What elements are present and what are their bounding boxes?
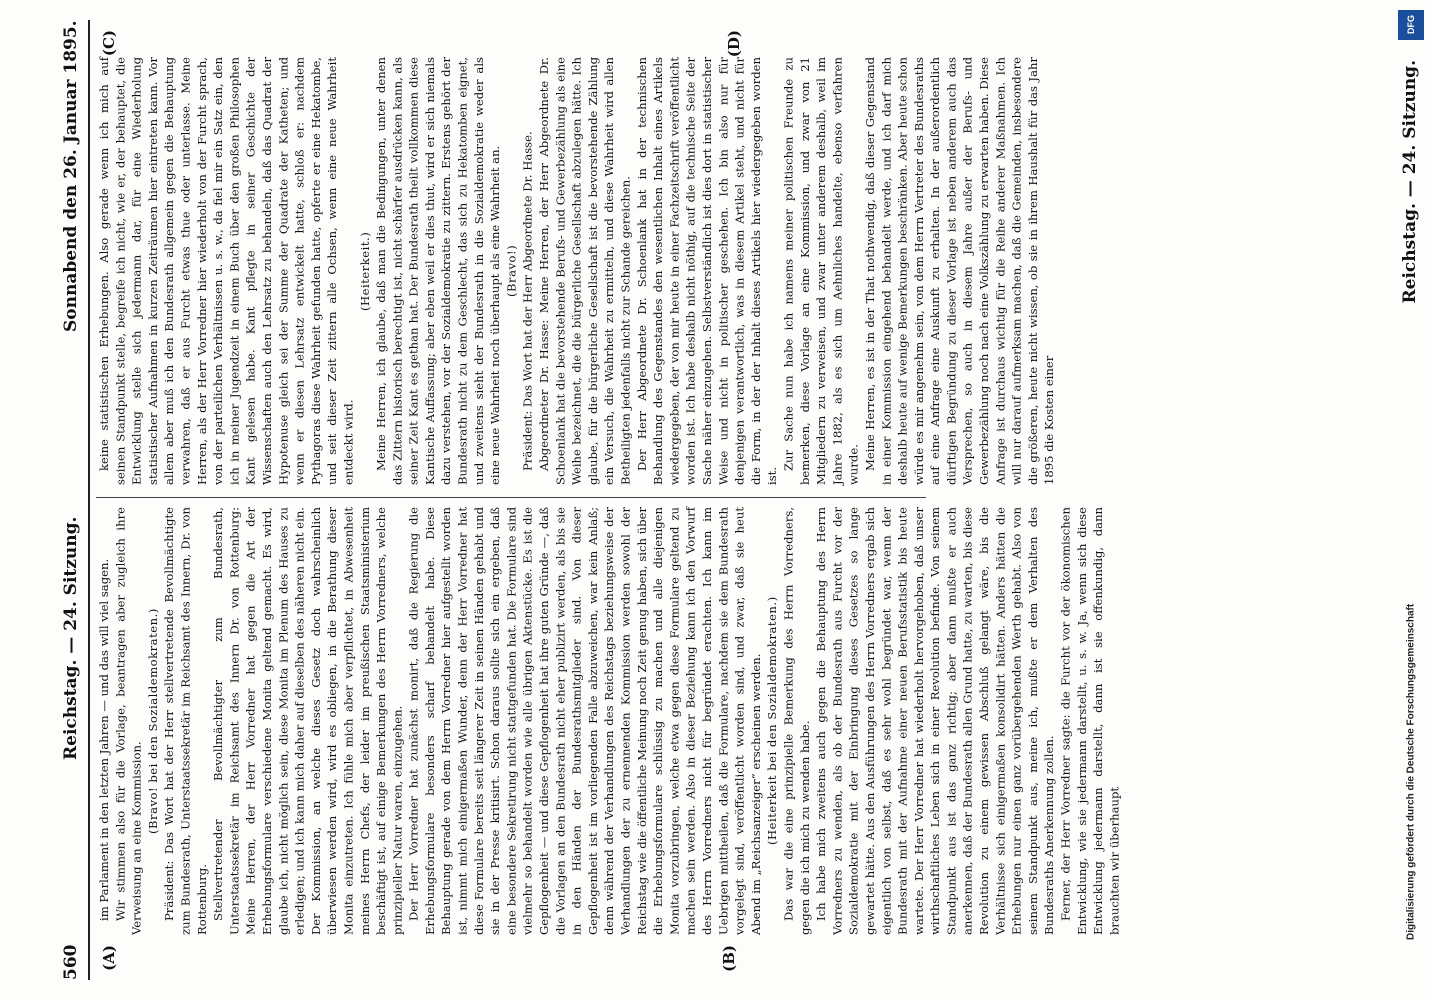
column-left-body xyxy=(96,505,1123,935)
margin-mark-a: (A) xyxy=(100,945,118,971)
paragraph: Meine Herren, ich glaube, daß man die Bedingungen, unter denen das Zittern historisch berechtigt ist, nicht schärfer ausdrücken kann, als seiner Zeit Kant es gethan hat. Der Bundesrath theilt vollkommen diese Kantische Auffassung; aber eben weil er dies thut, wird er sich niemals dazu verstehen, vor der Sozialdemokratie zu zittern. Erstens gehört der Bundesrath nicht zu dem Geschlecht, das sich zu Hekatomben eignet, und zweitens sieht der Bundesrath in die Sozialdemokratie weder als eine neue Wahrheit noch überhaupt als eine Wahrheit an. xyxy=(374,56,503,485)
column-divider xyxy=(96,497,926,498)
dfg-logo: DFG xyxy=(1398,10,1424,40)
paragraph: (Bravo!) xyxy=(504,244,519,298)
paragraph: im Parlament in den letzten Jahren — und das will viel sagen. xyxy=(97,558,111,921)
paragraph: Der Herr Abgeordnete Dr. Schoenlank hat in der technischen Behandlung des Gegenstandes den wesentlichen Inhalt eines Artikels wiedergegeben, der von mir heute in einer Fachzeitschrift veröffentlicht worden ist. Ich habe deshalb nicht nöthig, auf die technische Seite der Sache näher einzugehen. Selbstverständlich ist dies dort in statistischer Weise und nicht in politischer geschehen. Ich bin also nur für denjenigen verantwortlich, was in diesem Artikel steht, und nicht für die Form, in der der Inhalt dieses Artikels hier wiedergegeben worden ist. xyxy=(634,57,780,485)
paragraph: Abgeordneter Dr. Hasse: Meine Herren, der Herr Abgeordnete Dr. Schoenlank hat die bevorstehende Berufs- und Gewerbezählung als eine Weihe bezeichnet, die die bürgerliche Gesellschaft abzulegen hätte. Ich glaube, für die bürgerliche Gesellschaft ist die bevorstehende Zählung ein Versuch, die Wahrheit zu ermitteln, und diese Wahrheit wird allen Betheiligten jedenfalls nicht zur Schande gereichen. xyxy=(537,57,633,485)
digitization-credit xyxy=(1396,0,1426,1000)
paragraph: keine statistischen Erhebungen. Also gerade wenn ich mich auf seinen Standpunkt stelle, begreife ich nicht, wie er, der behauptet, die Entwicklung stelle sich jedermann dar, für eine Wiederholung statistischer Aufnahmen in kurzen Zeiträumen hier eintreten kann. Vor allem aber muß ich den Bundesrath allgemein gegen die Behauptung verwahren, daß er aus Furcht etwas thue oder unterlasse. Meine Herren, als der Herr Vorredner hier wiederholt von der Furcht sprach, von der parteilichen Verhältnissen u. s. w., da fiel mir ein Satz ein, den ich in meiner Jugendzeit in einem Buch über den großen Philosophen Kant gelesen habe. Kant pflegte in seiner Geschichte der Wissenschaften auch den Lehrsatz zu behandeln, daß das Quadrat der Hypotenuse gleich sei der Summe der Quadrate der Katheten; und wenn er diesen Lehrsatz entwickelt hatte, schloß er: nachdem Pythagoras diese Wahrheit gefunden hatte, opferte er eine Hekatombe, und seit dieser Zeit zittern alle Ochsen, wenn eine neue Wahrheit entdeckt wird. xyxy=(97,57,356,485)
header-rule xyxy=(88,20,90,980)
paragraph: Zur Sache nun habe ich namens meiner politischen Freunde zu bemerken, diese Vorlage an eine Kommission, und zwar von 21 Mitgliedern zu verweisen, und zwar unter anderem deshalb, weil im Jahre 1882, als es sich um Aehnliches handelte, ebenso verfahren wurde. xyxy=(781,57,861,485)
running-header xyxy=(58,20,84,980)
header-left: Reichstag. — 24. Sitzung. xyxy=(1400,60,1420,304)
margin-mark-c: (C) xyxy=(100,30,118,57)
paragraph: (Heiterkeit bei den Sozialdemokraten.) xyxy=(765,596,780,846)
paragraph: Ferner, der Herr Vorredner sagte: die Furcht vor der ökonomischen Entwicklung, wie sie jedermann darstellt, u. s. w. Ja, wenn sich diese Entwicklung jedermann darstellt, dann ist sie offenkundig, dann brauchten wir überhaupt xyxy=(1058,507,1122,935)
paragraph: Der Herr Vorredner hat zunächst monirt, daß die Regierung die Erhebungsformulare besonders scharf behandelt habe. Diese Behauptung gerade von dem Herrn Vorredner hier aufgestellt worden ist, nimmt mich einigermaßen Wunder, denn der Herr Vorredner hat diese Formulare bereits seit längerer Zeit in seinen Händen gehabt und sie in der Presse kritisirt. Schon daraus sollte sich ein ergeben, daß eine besondere Sekretirung nicht stattgefunden hat. Die Formulare sind vielmehr so behandelt worden wie alle übrigen Aktenstücke. Es ist die Gepflogenheit — und diese Gepflogenheit hat ihre guten Gründe —, daß die Vorlagen an den Bundesrath nicht eher publizirt werden, als bis sie in den Händen der Bundesrathsmitglieder sind. Von dieser Gepflogenheit ist im vorliegenden Falle abzuweichen, war kein Anlaß; denn während der Verhandlungen des Reichstags beziehungsweise der Verhandlungen der zu ernennenden Kommission werden sowohl der Reichstag wie die öffentliche Meinung noch Zeit genug haben, sich über die Erhebungsformulare schlüssig zu machen und alle diejenigen Monita vorzubringen, welche etwa gegen diese Formulare geltend zu machen sein werden. Also in dieser Beziehung kann ich den Vorwurf des Herrn Vorredners nicht für begründet erachten. Ich kann im Uebrigen mittheilen, daß die Formulare, nachdem sie dem Bundesrath vorgelegt sind, veröffentlicht worden sind, und zwar, daß sie heut Abend im „Reichsanzeiger“ erscheinen werden. xyxy=(406,507,763,935)
header-page-number: 560 xyxy=(61,944,81,980)
paragraph: Wir stimmen also für die Vorlage, beantragen aber zugleich ihre Verweisung an eine Kommission. xyxy=(113,507,144,935)
paragraph: Stellvertretender Bevollmächtigter zum Bundesrath, Unterstaatssekretär im Reichsamt des Innern Dr. von Rottenburg: Meine Herren, der Herr Vorredner hat gegen die Art der Erhebungsformulare verschiedene Monita geltend gemacht. Es wird, glaube ich, nicht möglich sein, diese Monita im Plenum des Hauses zu erledigen; und ich kann mich daher auf dieselben des näheren nicht ein. Der Kommission, an welche dieses Gesetz doch wahrscheinlich überwiesen werden wird, wird es obliegen, in die Berathung dieser Monita einzutreten. Ich fühle mich aber verpflichtet, in Abwesenheit meines Herrn Chefs, der leider im preußischen Staatsministerium beschäftigt ist, auf einige Bemerkungen des Herrn Vorredners, welche prinzipieller Natur waren, einzugehen. xyxy=(211,507,405,935)
header-date: Sonnabend den 26. Januar 1895. xyxy=(61,20,81,332)
column-left xyxy=(96,505,1122,935)
column-right-body xyxy=(96,55,1058,485)
paragraph: Präsident: Das Wort hat der Herr stellvertretende Bevollmächtigte zum Bundesrath, Unterstaatssekretär im Reichsamt des Innern, Dr. von Rottenburg. xyxy=(162,507,209,935)
digitization-credit-text: Digitalisierung gefördert durch die Deutsche Forschungsgemeinschaft xyxy=(1405,603,1417,940)
paragraph: Das war die eine prinzipielle Bemerkung des Herrn Vorredners, gegen die ich mich zu wenden habe. xyxy=(781,507,812,935)
paragraph: Ich habe mich zweitens auch gegen die Behauptung des Herrn Vorredners zu wenden, als ob der Bundesrath aus Furcht vor der Sozialdemokratie mit der Einbringung dieses Gesetzes so lange gewartet hätte. Aus den Ausführungen des Herrn Vorredners ergab sich eigentlich von selbst, daß es sehr wohl begründet war, wenn der Bundesrath mit der Aufnahme einer neuen Berufsstatistik bis heute wartete. Der Herr Vorredner hat wiederholt hervorgehoben, daß unser wirthschaftliches Leben sich in einer Revolution befinde. Von seinem Standpunkt aus ist das ganz richtig; aber dann mußte er auch anerkennen, daß der Bundesrath allen Grund hatte, zu warten, bis diese Revolution zu einem gewissen Abschluß gelangt wäre, bis die Verhältnisse sich einigermaßen konsolidirt hätten. Anders hätten die Erhebungen nur einen ganz vorübergehenden Werth gehabt. Also von seinem Standpunkt aus, meine ich, mußte er dem Verhalten des Bundesraths Anerkennung zollen. xyxy=(814,507,1057,935)
paragraph: (Heiterkeit.) xyxy=(357,231,372,311)
margin-mark-d: (D) xyxy=(725,30,743,58)
margin-mark-b: (B) xyxy=(720,945,738,972)
paragraph: Meine Herren, es ist in der That nothwendig, daß dieser Gegenstand in einer Kommission eingehend behandelt werde, und ich darf mich deshalb heute auf wenige Bemerkungen beschränken. Aber heute schon würde es mir angenehm sein, von dem Herrn Vertreter des Bundesraths auf eine Anfrage eine Auskunft zu erhalten. In der außerordentlich dürftigen Begründung zu dieser Vorlage ist neben anderem auch das Versprechen, so auch in diesem Jahre außer der Berufs- und Gewerbezählung noch nach eine Volkszählung zu erwarten haben. Diese Anfrage ist durchaus wichtig für die Reihe anderer Maßnahmen. Ich will nur darauf aufmerksam machen, daß die Gemeinden, insbesondere die größeren, heute nicht wissen, ob sie in ihrem Haushalt für das Jahr 1895 die Kosten einer xyxy=(862,57,1057,485)
column-right xyxy=(96,55,1057,485)
header-session: Reichstag. — 24. Sitzung. xyxy=(61,516,81,760)
paragraph: Präsident: Das Wort hat der Herr Abgeordnete Dr. Hasse. xyxy=(520,131,535,471)
paragraph: (Bravo! bei den Sozialdemokraten.) xyxy=(145,608,160,834)
